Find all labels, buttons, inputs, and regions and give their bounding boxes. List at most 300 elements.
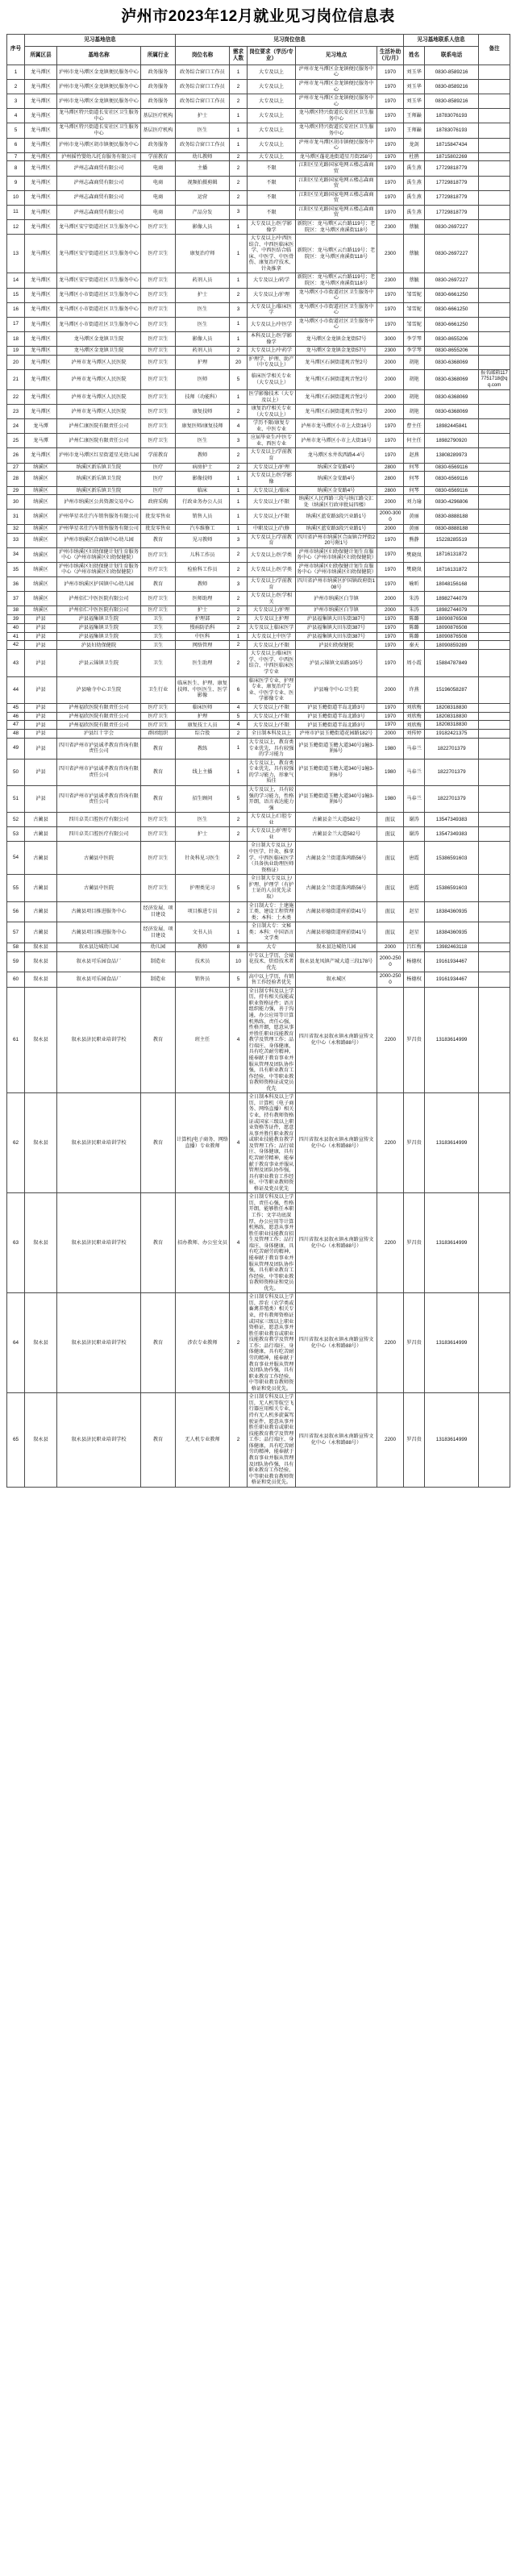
cell-subsidy: 1970 (377, 152, 404, 161)
cell-contact-phone: 0830-8589216 (425, 80, 479, 94)
cell-base-name: 泸州佰仁中医医院有限公司 (57, 606, 141, 615)
cell-industry: 批发零售业 (141, 524, 176, 533)
cell-index: 62 (7, 1093, 25, 1193)
cell-index: 50 (7, 759, 25, 785)
cell-post-name: 网络管理 (176, 641, 230, 650)
cell-location: 龙马潭区小市街道社区卫生服务中心 (296, 317, 377, 331)
cell-district: 古蔺县 (25, 901, 57, 922)
header-base-name: 基地名称 (57, 46, 141, 65)
cell-base-name: 泸县妇幼保健院 (57, 641, 141, 650)
cell-subsidy: 2000 (377, 355, 404, 369)
cell-remark (479, 759, 510, 785)
cell-subsidy: 2200 (377, 1093, 404, 1193)
cell-requirements: 大专及以上/护理 (248, 606, 296, 615)
cell-contact-phone: 18208318830 (425, 712, 479, 721)
cell-subsidy: 1980 (377, 759, 404, 785)
cell-contact-phone: 0830-2697227 (425, 273, 479, 288)
cell-post-name: 综合股 (176, 730, 230, 739)
cell-post-name: 教师 (176, 448, 230, 463)
cell-headcount: 4 (230, 1093, 248, 1193)
cell-contact-name: 周小霞 (404, 650, 425, 676)
cell-subsidy: 2200 (377, 987, 404, 1093)
cell-index: 30 (7, 495, 25, 510)
cell-remark (479, 901, 510, 922)
cell-location: 新院区：龙马潭区云台路119号；老院区：龙马潭区南溪街118号 (296, 273, 377, 288)
cell-post-name: 护理部 (176, 615, 230, 624)
cell-requirements: 康复治疗相关专业（大专及以上） (248, 405, 296, 419)
cell-remark (479, 448, 510, 463)
cell-requirements: 大专及以上/医学影像学 (248, 219, 296, 234)
cell-post-name: 护理类见习 (176, 875, 230, 901)
table-row (7, 1193, 510, 1293)
cell-industry: 制造业 (141, 951, 176, 972)
cell-industry: 教育 (141, 759, 176, 785)
cell-base-name: 泸州志森商贸有限公司 (57, 190, 141, 205)
cell-post-name: 药剂人员 (176, 347, 230, 356)
cell-contact-name: 刘传婷 (404, 730, 425, 739)
cell-headcount: 1 (230, 739, 248, 759)
cell-district: 龙马潭区 (25, 273, 57, 288)
cell-contact-name: 曹主任 (404, 419, 425, 434)
cell-remark (479, 94, 510, 109)
cell-subsidy: 1970 (377, 109, 404, 123)
header-group-base-info: 见习基地信息 (25, 34, 176, 46)
cell-industry: 制造业 (141, 972, 176, 987)
cell-headcount: 2 (230, 606, 248, 615)
cell-industry: 医疗卫生 (141, 562, 176, 576)
table-row (7, 472, 510, 486)
cell-location: 泸州市泸县玉蟾街道花园路182号 (296, 730, 377, 739)
cell-remark (479, 190, 510, 205)
cell-district: 龙马潭区 (25, 219, 57, 234)
cell-index: 58 (7, 943, 25, 951)
cell-industry: 政务服务 (141, 65, 176, 79)
cell-location: 泸州市龙马潭区金龙镇便民服务中心 (296, 94, 377, 109)
cell-location: 四川省叙永县叙永镇永南路宣传文化中心（永和路88号） (296, 1393, 377, 1487)
cell-headcount: 4 (230, 703, 248, 712)
cell-contact-name: 罗昌贵 (404, 1093, 425, 1193)
cell-industry: 经济发展、项目建设 (141, 922, 176, 943)
cell-subsidy: 2000-2500 (377, 951, 404, 972)
header-post-name: 岗位名称 (176, 46, 230, 65)
cell-location: 泸县玉蟾街道玉蟾大道340号1幢3-附6号 (296, 759, 377, 785)
cell-remark (479, 486, 510, 495)
cell-subsidy: 1970 (377, 712, 404, 721)
cell-contact-phone: 15884787849 (425, 650, 479, 676)
table-row (7, 317, 510, 331)
cell-subsidy: 2200 (377, 1193, 404, 1293)
cell-subsidy: 2000 (377, 370, 404, 390)
cell-post-name: 销售人员 (176, 510, 230, 524)
cell-contact-name: 蔡毓 (404, 273, 425, 288)
cell-contact-phone: 18208318830 (425, 703, 479, 712)
cell-post-name: 销售员 (176, 972, 230, 987)
cell-industry: 医疗卫生 (141, 419, 176, 434)
table-row (7, 951, 510, 972)
cell-industry: 医疗卫生 (141, 606, 176, 615)
cell-index: 43 (7, 650, 25, 676)
cell-contact-phone: 1822701379 (425, 739, 479, 759)
cell-contact-phone: 0830-6368069 (425, 355, 479, 369)
cell-contact-phone: 15196058287 (425, 676, 479, 703)
cell-requirements: 大专及以上/口腔专业 (248, 813, 296, 827)
table-row (7, 703, 510, 712)
cell-requirements: 临床医学相关专业（大专及以上） (248, 370, 296, 390)
cell-index: 44 (7, 676, 25, 703)
cell-requirements: 全日制专科及以上学历，持有相关技能或职业资格证件；语言组织能力强，善于沟通，办公应用等计算机熟练，责任心强，性格开朗，愿意从事并胜任职业技能教育教学及管理工作；品行端庄、身体健康，具有吃苦耐劳精神，能奉献于教育事业并服从管理及团队协作强，具有职业教育工作经验、中等职业教育教师资格证或党员优先 (248, 987, 296, 1093)
cell-contact-name: 刘玉华 (404, 80, 425, 94)
cell-contact-name: 赵星 (404, 922, 425, 943)
cell-headcount: 1 (230, 65, 248, 79)
cell-industry: 医疗卫生 (141, 370, 176, 390)
table-row (7, 739, 510, 759)
cell-contact-phone: 0830-8589216 (425, 94, 479, 109)
cell-contact-phone: 19161934467 (425, 972, 479, 987)
cell-location: 古蔺县彰德街道府前街41号 (296, 901, 377, 922)
cell-requirements: 大专及以上/临床 (248, 486, 296, 495)
cell-remark (479, 205, 510, 219)
cell-district: 纳溪区 (25, 524, 57, 533)
cell-contact-phone: 18715847434 (425, 138, 479, 152)
table-row (7, 331, 510, 346)
cell-headcount: 1 (230, 495, 248, 510)
table-row (7, 592, 510, 606)
table-row (7, 524, 510, 533)
table-row (7, 190, 510, 205)
cell-subsidy: 面议 (377, 901, 404, 922)
cell-post-name: 护士 (176, 288, 230, 302)
cell-index: 39 (7, 615, 25, 624)
cell-index: 26 (7, 448, 25, 463)
table-row (7, 813, 510, 827)
cell-post-name: 医生 (176, 434, 230, 448)
cell-index: 17 (7, 317, 25, 331)
cell-contact-name: 秦天 (404, 641, 425, 650)
table-row (7, 785, 510, 812)
cell-contact-phone: 13183614999 (425, 1093, 479, 1193)
cell-headcount: 2 (230, 463, 248, 472)
cell-contact-phone: 0830-6569116 (425, 463, 479, 472)
cell-headcount: 2 (230, 161, 248, 176)
cell-post-name: 涉农专业教师 (176, 1293, 230, 1393)
cell-industry: 教育 (141, 785, 176, 812)
table-row (7, 235, 510, 273)
cell-post-name: 医师 (176, 370, 230, 390)
cell-index: 24 (7, 419, 25, 434)
cell-index: 57 (7, 922, 25, 943)
cell-contact-phone: 0830-6368069 (425, 389, 479, 404)
cell-subsidy: 面议 (377, 875, 404, 901)
cell-index: 49 (7, 739, 25, 759)
cell-contact-name: 谢涛 (404, 813, 425, 827)
cell-district: 叙永县 (25, 951, 57, 972)
table-row (7, 355, 510, 369)
cell-subsidy: 1980 (377, 739, 404, 759)
cell-post-name: 招办教师、办公室文员 (176, 1193, 230, 1293)
cell-contact-phone: 0830-8888188 (425, 524, 479, 533)
cell-location: 四川省泸州市纳溪区护国镇政府街108号 (296, 576, 377, 591)
cell-district: 泸县 (25, 721, 57, 730)
cell-subsidy: 2300 (377, 347, 404, 356)
table-row (7, 650, 510, 676)
cell-remark (479, 235, 510, 273)
cell-base-name: 叙永县可乐园食品厂 (57, 951, 141, 972)
cell-base-name: 泸县福集镇卫生院 (57, 623, 141, 632)
cell-contact-name: 杨德权 (404, 951, 425, 972)
cell-contact-name: 胡艳 (404, 389, 425, 404)
cell-district: 龙马潭区 (25, 331, 57, 346)
cell-contact-name: 吕红梅 (404, 943, 425, 951)
cell-requirements: 高中以上学历，有销售工作经验者优先 (248, 972, 296, 987)
cell-industry: 政府采购 (141, 495, 176, 510)
cell-industry: 医疗卫生 (141, 355, 176, 369)
table-row (7, 94, 510, 109)
table-row (7, 161, 510, 176)
cell-industry: 医疗卫生 (141, 302, 176, 317)
cell-index: 19 (7, 347, 25, 356)
cell-contact-phone: 17729818779 (425, 161, 479, 176)
cell-headcount: 2 (230, 152, 248, 161)
cell-contact-phone: 19182421375 (425, 730, 479, 739)
cell-subsidy: 2000 (377, 495, 404, 510)
cell-district: 叙永县 (25, 1293, 57, 1393)
cell-location: 泸县玉蟾街道半岛北路3号 (296, 721, 377, 730)
cell-location: 泸县福集镇大田东街387号 (296, 623, 377, 632)
cell-headcount: 3 (230, 434, 248, 448)
cell-index: 3 (7, 94, 25, 109)
cell-remark (479, 138, 510, 152)
cell-district: 泸县 (25, 759, 57, 785)
cell-location: 泸县妇幼保健院 (296, 641, 377, 650)
cell-requirements: 大专及以上/不限 (248, 703, 296, 712)
cell-post-name: 计算机(电子商务、网络直播）专业教师 (176, 1093, 230, 1193)
cell-headcount: 1 (230, 922, 248, 943)
table-row (7, 138, 510, 152)
cell-index: 6 (7, 138, 25, 152)
cell-industry: 医疗 (141, 486, 176, 495)
cell-requirements: 全日制专科及以上学历，涉农（农学类或畜禽养殖类）相关专业，持有教师资格证或国家三级以上职业资格证，愿意从事并胜任职业教育或职业技能教育教学及管理工作；品行端庄、身体健康，具有吃苦耐劳的精神，能奉献于教育事业并服从管理及团队协作强，具有职业教育工作经验、中等职业教育教师资格证和党员优先。 (248, 1293, 296, 1393)
cell-subsidy: 2200 (377, 1393, 404, 1487)
cell-remark (479, 676, 510, 703)
cell-location: 泸州市纳溪区妇幼保健计划生育服务中心（泸州市纳溪区妇幼保健院） (296, 547, 377, 562)
cell-contact-name: 邹雪妮 (404, 317, 425, 331)
cell-headcount: 10 (230, 951, 248, 972)
cell-subsidy: 2300 (377, 219, 404, 234)
cell-subsidy: 1970 (377, 650, 404, 676)
cell-contact-phone: 0830-6661250 (425, 302, 479, 317)
cell-requirements: 中专以上学历，会裱花技术、烘焙技术者优先 (248, 951, 296, 972)
cell-industry: 医疗卫生 (141, 389, 176, 404)
cell-requirements: 不限 (248, 176, 296, 190)
cell-base-name: 龙马潭区金龙镇卫生院 (57, 331, 141, 346)
cell-contact-phone: 0830-8589216 (425, 65, 479, 79)
cell-remark (479, 347, 510, 356)
cell-post-name: 政务综合窗口工作员 (176, 80, 230, 94)
cell-base-name: 泸州市纳溪区妇幼保健计划生育服务中心（泸州市纳溪区妇幼保健院） (57, 547, 141, 562)
cell-district: 叙永县 (25, 1193, 57, 1293)
cell-index: 41 (7, 632, 25, 641)
cell-district: 龙马潭区 (25, 138, 57, 152)
cell-location: 新院区：龙马潭区云台路119号；老院区：龙马潭区南溪街118号 (296, 219, 377, 234)
cell-base-name: 泸州市龙马潭区人民医院 (57, 355, 141, 369)
cell-remark (479, 712, 510, 721)
cell-base-name: 泸州市龙马潭区金龙镇便民服务中心 (57, 65, 141, 79)
cell-contact-phone: 0830-8888188 (425, 510, 479, 524)
cell-requirements: 大专 (248, 943, 296, 951)
cell-remark (479, 730, 510, 739)
cell-contact-phone: 0830-2697227 (425, 235, 479, 273)
cell-industry: 卫生行业 (141, 676, 176, 703)
cell-industry: 批发零售业 (141, 510, 176, 524)
cell-industry: 医疗卫生 (141, 547, 176, 562)
cell-location: 古蔺县金兰大道582号 (296, 813, 377, 827)
cell-requirements: 大专及以上/不限 (248, 510, 296, 524)
cell-remark (479, 615, 510, 624)
cell-contact-name: 刘玉华 (404, 94, 425, 109)
cell-remark (479, 219, 510, 234)
cell-headcount: 1 (230, 759, 248, 785)
cell-district: 纳溪区 (25, 495, 57, 510)
cell-headcount: 5 (230, 370, 248, 390)
cell-headcount: 1 (230, 472, 248, 486)
cell-index: 54 (7, 842, 25, 875)
cell-remark (479, 419, 510, 434)
cell-index: 29 (7, 486, 25, 495)
cell-contact-name: 何琴 (404, 486, 425, 495)
cell-base-name: 龙马潭区小市街道社区卫生服务中心 (57, 317, 141, 331)
cell-post-name: 康复技师 (176, 405, 230, 419)
cell-district: 龙马潭区 (25, 347, 57, 356)
cell-headcount: 2 (230, 901, 248, 922)
cell-post-name: 临床医师 (176, 703, 230, 712)
cell-base-name: 叙永县可乐园食品厂 (57, 972, 141, 987)
cell-contact-name: 刘力瑜 (404, 495, 425, 510)
cell-requirements: 大专及以上 (248, 123, 296, 138)
cell-headcount: 5 (230, 712, 248, 721)
cell-contact-phone: 18716131872 (425, 547, 479, 562)
cell-district: 泸县 (25, 650, 57, 676)
cell-contact-name: 熊静 (404, 533, 425, 547)
cell-headcount: 1 (230, 123, 248, 138)
cell-industry: 卫生 (141, 641, 176, 650)
cell-requirements: 全日制专科及以上学历，责任心强，性格开朗，能够胜任本职工作；文字功底深厚，办公应用等计算机熟练，愿意从事并胜任职业技能教育招生及管理工作；品行端庄、身体健康，具有吃苦耐劳的精神，能奉献于教育事业并服从管理及团队协作强，具有职业教育工作经验、中等职业教育教师资格证和党员优先。 (248, 1193, 296, 1293)
cell-index: 32 (7, 524, 25, 533)
cell-index: 27 (7, 463, 25, 472)
cell-remark (479, 972, 510, 987)
table-row (7, 152, 510, 161)
cell-location: 龙马潭区石洞街道观音堡2号 (296, 370, 377, 390)
cell-headcount: 2 (230, 448, 248, 463)
cell-contact-name: 陈璐 (404, 632, 425, 641)
cell-base-name: 古蔺县项目推进服务中心 (57, 901, 141, 922)
cell-contact-phone: 0830-8655206 (425, 347, 479, 356)
cell-location: 江阳区星光路国家电网五楼志森商贸 (296, 176, 377, 190)
cell-location: 泸州市龙马潭区金龙镇便民服务中心 (296, 80, 377, 94)
cell-district: 纳溪区 (25, 576, 57, 591)
cell-post-name: 技术员 (176, 951, 230, 972)
cell-location: 泸县玉蟾街道玉蟾大道340号1幢3-附6号 (296, 739, 377, 759)
cell-industry: 医疗卫生 (141, 721, 176, 730)
cell-remark (479, 721, 510, 730)
cell-contact-phone: 13183614999 (425, 987, 479, 1093)
cell-post-name: 产品分发 (176, 205, 230, 219)
cell-base-name: 泸州市龙马潭区胡市镇便民服务中心 (57, 138, 141, 152)
cell-base-name: 古蔺县中医院 (57, 842, 141, 875)
cell-location: 龙马潭区小市街道社区卫生服务中心 (296, 288, 377, 302)
table-row (7, 510, 510, 524)
cell-headcount: 1 (230, 219, 248, 234)
cell-contact-phone: 13808289973 (425, 448, 479, 463)
cell-requirements: 不限 (248, 161, 296, 176)
cell-contact-phone: 18982744079 (425, 592, 479, 606)
cell-post-name: 医师助理 (176, 592, 230, 606)
cell-location: 叙永县龙凤镇产城大道三段178号 (296, 951, 377, 972)
cell-headcount: 5 (230, 785, 248, 812)
cell-post-name: 康复医师/康复技师 (176, 419, 230, 434)
cell-contact-phone: 0830-6569116 (425, 472, 479, 486)
cell-headcount: 20 (230, 355, 248, 369)
table-row (7, 721, 510, 730)
cell-remark (479, 623, 510, 632)
cell-industry: 医疗卫生 (141, 288, 176, 302)
cell-industry: 电商 (141, 161, 176, 176)
cell-contact-name: 黄丽 (404, 510, 425, 524)
table-row (7, 419, 510, 434)
cell-requirements: 大专及以上/学前教育 (248, 533, 296, 547)
cell-subsidy: 2200 (377, 1293, 404, 1393)
cell-index: 5 (7, 123, 25, 138)
cell-remark (479, 273, 510, 288)
cell-district: 纳溪区 (25, 533, 57, 547)
cell-base-name: 泸州市纳溪区妇幼保健计划生育服务中心（泸州市纳溪区妇幼保健院） (57, 562, 141, 576)
cell-base-name: 叙永县边城幼儿园 (57, 943, 141, 951)
table-column-header-row (7, 46, 510, 65)
cell-contact-phone: 18715802269 (425, 152, 479, 161)
cell-subsidy: 面议 (377, 827, 404, 842)
cell-headcount: 2 (230, 80, 248, 94)
cell-location: 江阳区星光路国家电网五楼志森商贸 (296, 190, 377, 205)
cell-location: 泸县福集镇大田东街387号 (296, 632, 377, 641)
cell-post-name: 教练 (176, 739, 230, 759)
table-row (7, 533, 510, 547)
cell-contact-name: 邹雪妮 (404, 288, 425, 302)
cell-district: 龙马潭区 (25, 161, 57, 176)
cell-requirements: 不限 (248, 205, 296, 219)
cell-requirements: 全日制本科及以上学历，计算机（电子商务、网络直播）相关专业，持有教师资格证或国家三级以上职业资格等证件，愿意从事并胜任职业教育或职业技能教育教学及管理工作；品行端庄、身体健康，具有吃苦耐劳精神，能奉献于教育事业并服从管理及团队协作强，具有职业教育工作经验、中等职业教师资格证及党员优先 (248, 1093, 296, 1193)
cell-contact-phone: 0830-6368069 (425, 370, 479, 390)
cell-contact-name: 罗昌贵 (404, 1393, 425, 1487)
cell-contact-phone: 0830-4296806 (425, 495, 479, 510)
cell-post-name: 慢病防治科 (176, 623, 230, 632)
cell-district: 纳溪区 (25, 592, 57, 606)
cell-remark (479, 875, 510, 901)
cell-subsidy: 1970 (377, 632, 404, 641)
cell-district: 龙马潭区 (25, 370, 57, 390)
table-row (7, 302, 510, 317)
cell-requirements: 大专及以上/临床医学 (248, 302, 296, 317)
cell-subsidy: 2000 (377, 676, 404, 703)
table-row (7, 65, 510, 79)
cell-index: 48 (7, 730, 25, 739)
cell-base-name: 泸州志森商贸有限公司 (57, 176, 141, 190)
cell-remark: 报名邮箱1177751718@qq.com (479, 370, 510, 390)
cell-post-name: 中医科 (176, 632, 230, 641)
cell-requirements: 应届毕业生/中医专业、西医专业 (248, 434, 296, 448)
cell-index: 45 (7, 703, 25, 712)
table-row (7, 80, 510, 94)
internship-positions-table (6, 34, 510, 1488)
cell-base-name: 泸州市纳溪区护国镇中心幼儿园 (57, 576, 141, 591)
